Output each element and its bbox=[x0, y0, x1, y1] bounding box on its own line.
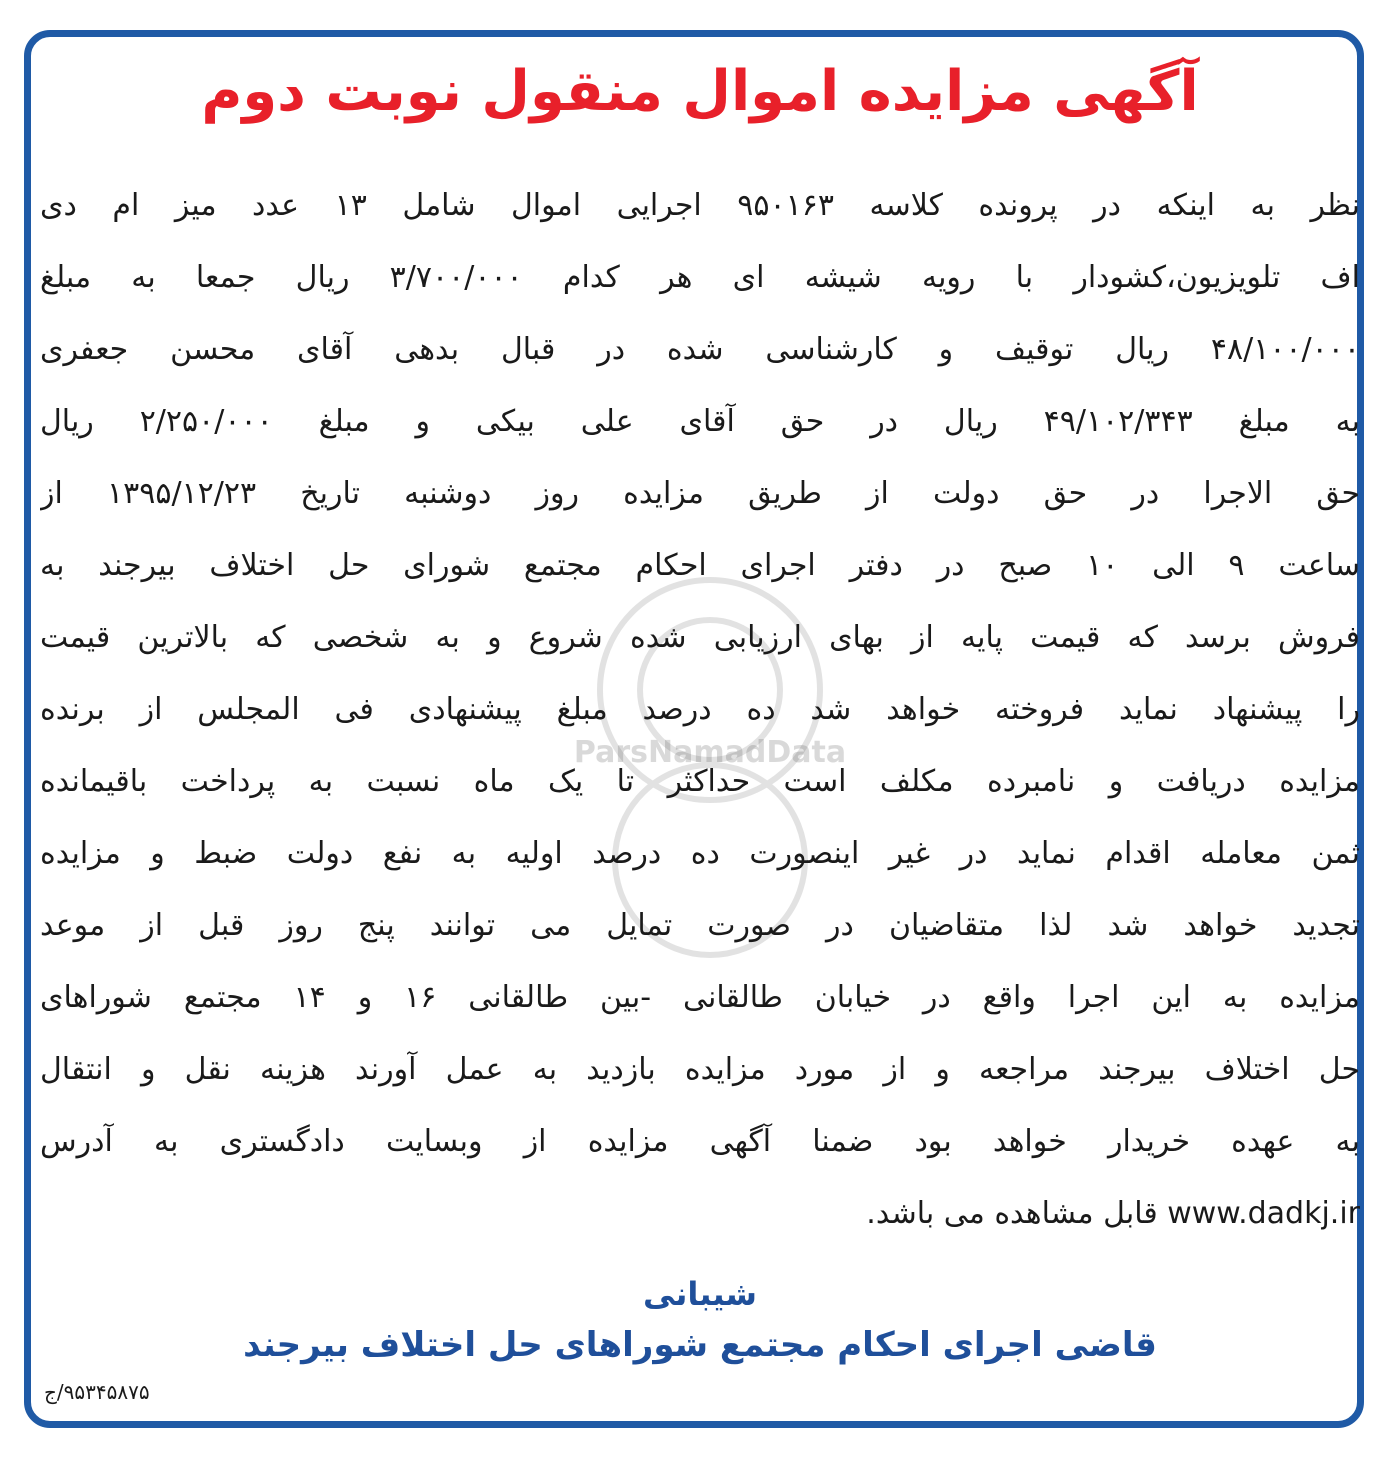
body-line: مزایده دریافت و نامبرده مکلف است حداکثر تا یک ماه نسبت به پرداخت باقیمانده bbox=[40, 764, 1360, 799]
body-line: فروش برسد که قیمت پایه از بهای ارزیابی شده شروع و به شخصی که بالاترین قیمت bbox=[40, 620, 1360, 655]
watermark-text: ParsNamadData bbox=[573, 735, 847, 770]
body-line: به عهده خریدار خواهد بود ضمنا آگهی مزایده از وبسایت دادگستری به آدرس bbox=[40, 1124, 1360, 1159]
body-line: ۴۸/۱۰۰/۰۰۰ ریال توقیف و کارشناسی شده در قبال بدهی آقای محسن جعفری bbox=[40, 332, 1360, 367]
signer-title: قاضی اجرای احکام مجتمع شوراهای حل اختلاف بیرجند bbox=[243, 1325, 1157, 1365]
body-line: نظر به اینکه در پرونده کلاسه ۹۵۰۱۶۳ اجرایی اموال شامل ۱۳ عدد میز ام دی bbox=[40, 188, 1360, 223]
body-line-last: www.dadkj.ir قابل مشاهده می باشد. bbox=[866, 1196, 1360, 1231]
body-line: را پیشنهاد نماید فروخته خواهد شد ده درصد مبلغ پیشنهادی فی المجلس از برنده bbox=[40, 692, 1360, 727]
notice-title: آگهی مزایده اموال منقول نوبت دوم bbox=[201, 59, 1199, 124]
body-line: ثمن معامله اقدام نماید در غیر اینصورت ده درصد اولیه به نفع دولت ضبط و مزایده bbox=[40, 836, 1360, 871]
notice-body bbox=[40, 170, 1360, 1250]
body-line: به مبلغ ۴۹/۱۰۲/۳۴۳ ریال در حق آقای علی بیکی و مبلغ ۲/۲۵۰/۰۰۰ ریال bbox=[40, 404, 1360, 439]
body-line: حل اختلاف بیرجند مراجعه و از مورد مزایده بازدید به عمل آورند هزینه نقل و انتقال bbox=[40, 1052, 1360, 1087]
body-line: مزایده به این اجرا واقع در خیابان طالقانی -بین طالقانی ۱۶ و ۱۴ مجتمع شوراهای bbox=[40, 980, 1360, 1015]
signer-name: شیبانی bbox=[643, 1275, 757, 1313]
body-line: حق الاجرا در حق دولت از طریق مزایده روز دوشنبه تاریخ ۱۳۹۵/۱۲/۲۳ از bbox=[40, 476, 1360, 511]
body-line: اف تلویزیون،کشودار با رویه شیشه ای هر کدام ۳/۷۰۰/۰۰۰ ریال جمعا به مبلغ bbox=[40, 260, 1360, 295]
body-line: ساعت ۹ الی ۱۰ صبح در دفتر اجرای احکام مجتمع شورای حل اختلاف بیرجند به bbox=[40, 548, 1360, 583]
body-line: تجدید خواهد شد لذا متقاضیان در صورت تمایل می توانند پنج روز قبل از موعد bbox=[40, 908, 1360, 943]
reference-code: ۹۵۳۴۵۸۷۵/ج bbox=[44, 1380, 150, 1404]
